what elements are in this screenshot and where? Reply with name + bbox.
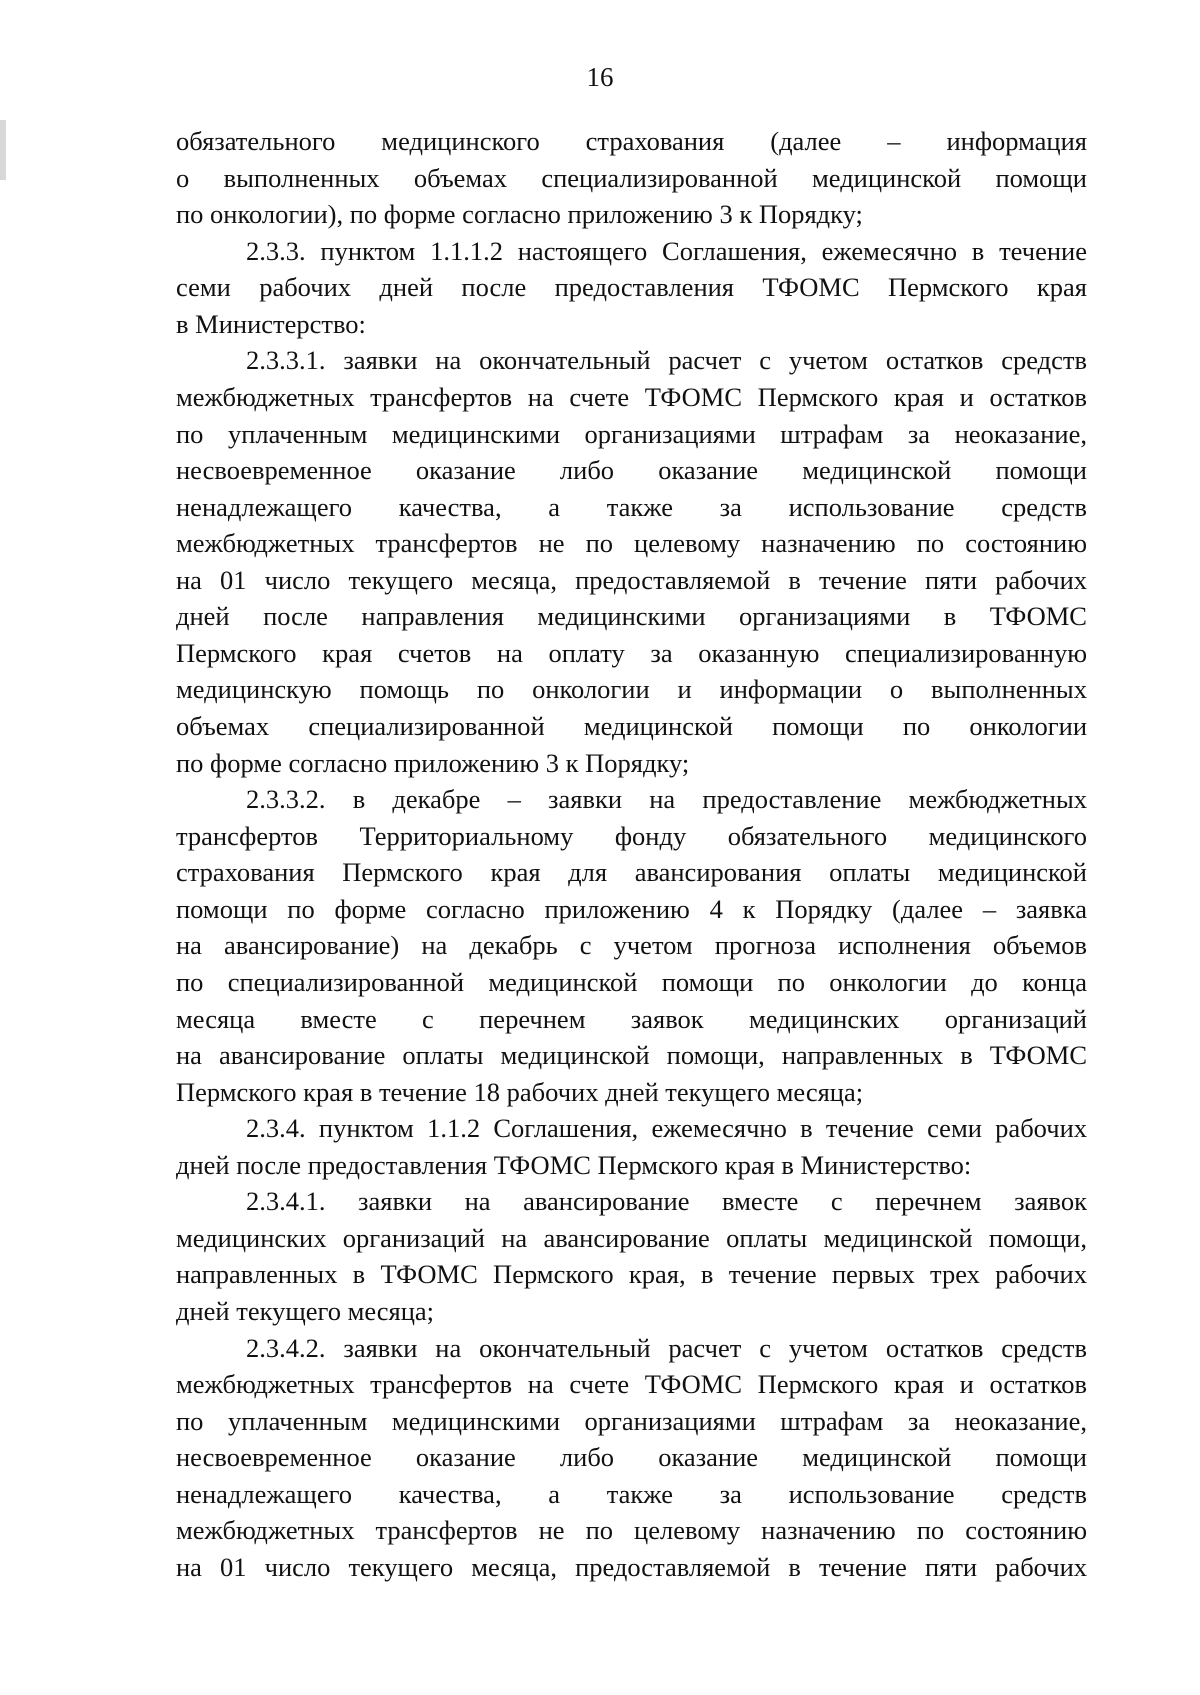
text-line: Пермского края в течение 18 рабочих дней текущего месяца; <box>176 1076 864 1107</box>
text-line: по форме согласно приложению 3 к Порядку; <box>176 747 690 778</box>
page-number: 16 <box>586 62 614 92</box>
text-line: 2.3.4.1. заявки на авансирование вместе с перечнем заявок <box>246 1186 1087 1217</box>
text-line: несвоевременное оказание либо оказание медицинской помощи <box>176 455 1087 486</box>
text-line: ненадлежащего качества, а также за использование средств <box>176 491 1087 522</box>
text-line: межбюджетных трансфертов не по целевому назначению по состоянию <box>176 528 1087 559</box>
text-line: 2.3.4.2. заявки на окончательный расчет с учетом остатков средств <box>246 1332 1087 1363</box>
text-line: объемах специализированной медицинской помощи по онкологии <box>176 711 1087 741</box>
text-line: ненадлежащего качества, а также за использование средств <box>176 1478 1087 1509</box>
text-line: на 01 число текущего месяца, предоставляемой в течение пяти рабочих <box>176 564 1087 595</box>
text-line: межбюджетных трансфертов на счете ТФОМС Пермского края и остатков <box>176 381 1087 412</box>
text-line: семи рабочих дней после предоставления ТФОМС Пермского края <box>176 272 1087 303</box>
text-line: 2.3.3. пунктом 1.1.1.2 настоящего Соглашения, ежемесячно в течение <box>246 235 1087 266</box>
text-line: по специализированной медицинской помощи по онкологии до конца <box>176 966 1087 997</box>
text-line: на 01 число текущего месяца, предоставляемой в течение пяти рабочих <box>176 1551 1087 1582</box>
text-line: по уплаченным медицинскими организациями штрафам за неоказание, <box>176 1405 1087 1436</box>
text-line: медицинских организаций на авансирование оплаты медицинской помощи, <box>176 1222 1087 1253</box>
text-line: страхования Пермского края для авансирования оплаты медицинской <box>176 857 1087 888</box>
text-line: направленных в ТФОМС Пермского края, в течение первых трех рабочих <box>176 1259 1087 1290</box>
text-line: Пермского края счетов на оплату за оказанную специализированную <box>176 637 1087 668</box>
text-line: о выполненных объемах специализированной медицинской помощи <box>176 162 1087 193</box>
text-line: трансфертов Территориальному фонду обязательного медицинского <box>176 820 1087 851</box>
text-line: межбюджетных трансфертов не по целевому назначению по состоянию <box>176 1515 1087 1546</box>
text-line: 2.3.4. пунктом 1.1.2 Соглашения, ежемесячно в течение семи рабочих <box>246 1113 1087 1144</box>
text-line: по онкологии), по форме согласно приложению 3 к Порядку; <box>176 199 863 230</box>
text-line: помощи по форме согласно приложению 4 к Порядку (далее – заявка <box>176 893 1087 924</box>
text-line: медицинскую помощь по онкологии и информации о выполненных <box>176 674 1087 705</box>
document-body <box>176 123 1087 1586</box>
text-line: месяца вместе с перечнем заявок медицинских организаций <box>176 1003 1087 1034</box>
text-line: в Министерство: <box>176 308 366 339</box>
text-line: 2.3.3.2. в декабре – заявки на предоставление межбюджетных <box>246 784 1087 815</box>
text-line: несвоевременное оказание либо оказание медицинской помощи <box>176 1442 1087 1473</box>
scan-edge-shadow <box>0 120 6 180</box>
text-line: на авансирование) на декабрь с учетом прогноза исполнения объемов <box>176 930 1087 961</box>
text-line: дней после направления медицинскими организациями в ТФОМС <box>176 601 1087 632</box>
text-line: обязательного медицинского страхования (далее – информация <box>176 126 1087 156</box>
text-line: на авансирование оплаты медицинской помощи, направленных в ТФОМС <box>176 1040 1087 1071</box>
text-line: по уплаченным медицинскими организациями штрафам за неоказание, <box>176 418 1087 449</box>
text-line: межбюджетных трансфертов на счете ТФОМС Пермского края и остатков <box>176 1369 1087 1400</box>
text-line: дней текущего месяца; <box>176 1296 435 1326</box>
text-line: 2.3.3.1. заявки на окончательный расчет с учетом остатков средств <box>246 345 1087 376</box>
text-line: дней после предоставления ТФОМС Пермского края в Министерство: <box>176 1149 972 1180</box>
